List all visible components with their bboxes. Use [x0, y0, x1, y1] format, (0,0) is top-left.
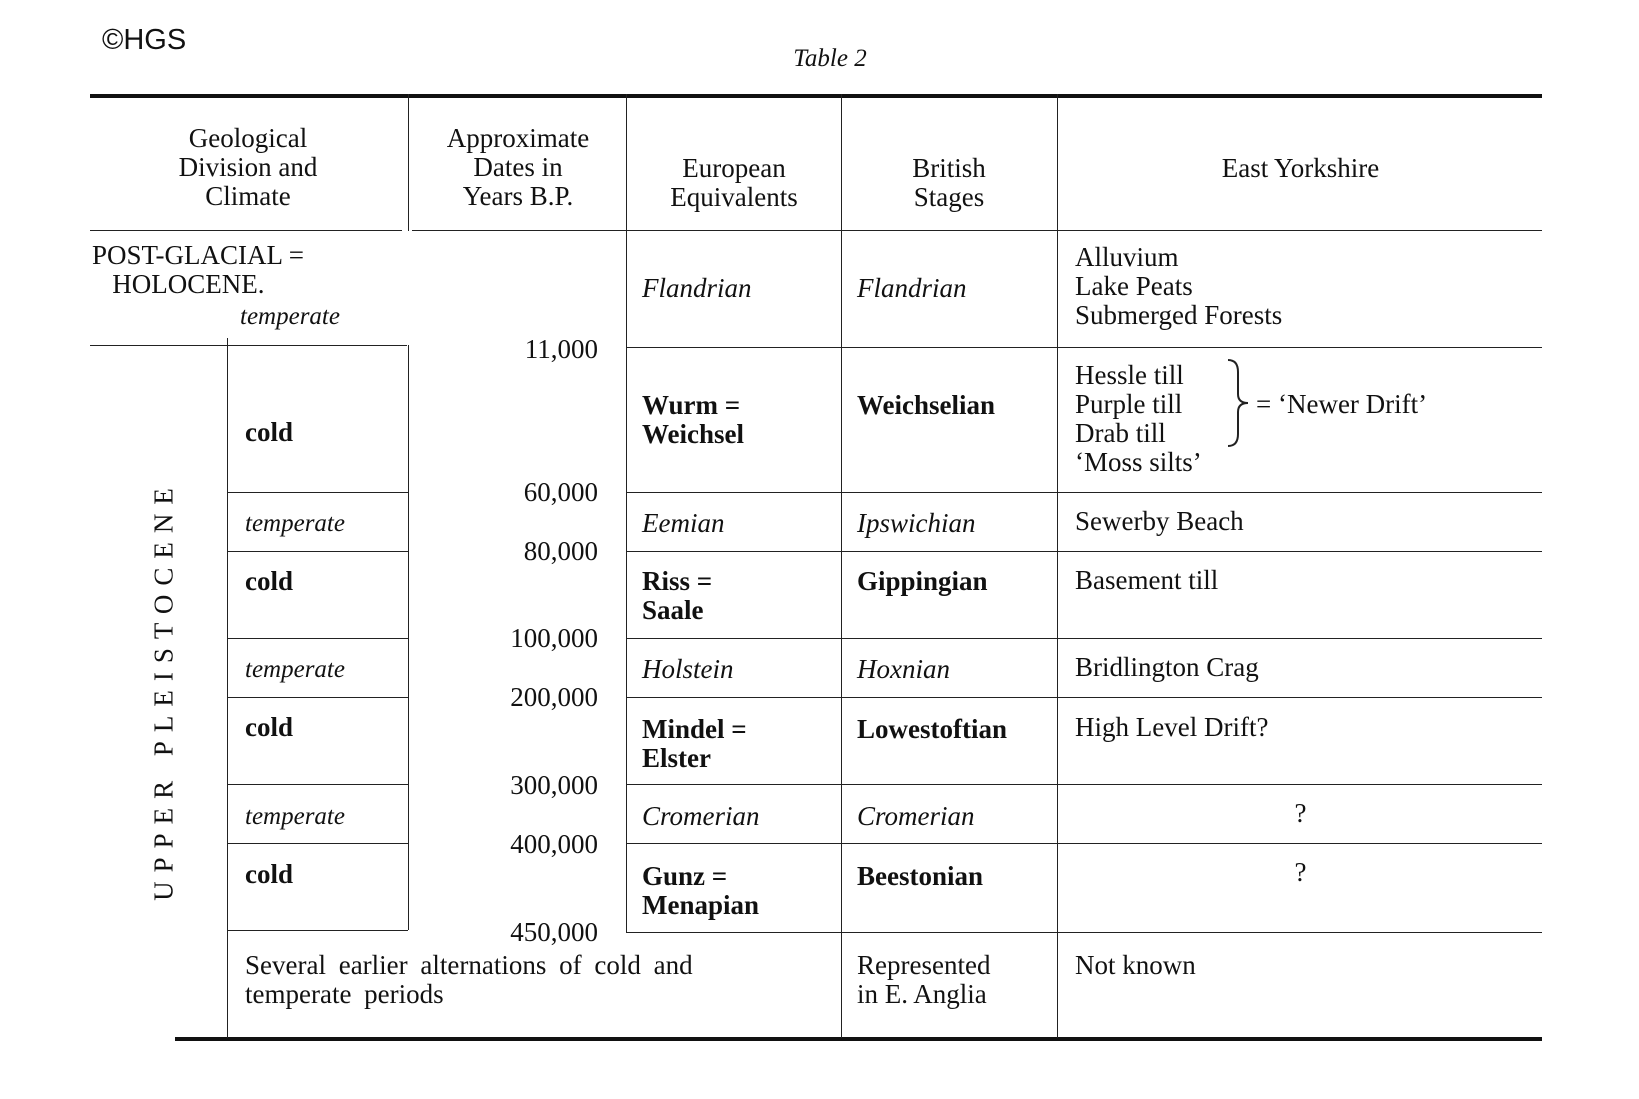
- header-geological: Geological Division and Climate: [178, 123, 318, 211]
- east-yorkshire-cell: Basement till: [1075, 565, 1219, 595]
- date-label: 450,000: [510, 917, 598, 947]
- row-rule-c2: [626, 638, 1542, 639]
- col-rule-4: [1057, 94, 1058, 1038]
- bottom-rule: [175, 1037, 1542, 1041]
- date-label: 400,000: [510, 829, 598, 859]
- european-cell: Riss = Saale: [642, 566, 713, 625]
- date-label: 60,000: [523, 477, 598, 507]
- east-yorkshire-cell: Bridlington Crag: [1075, 652, 1259, 682]
- col-rule-1: [408, 345, 409, 930]
- col-rule-1-head: [408, 94, 409, 231]
- climate-cell: cold: [245, 417, 294, 447]
- row-rule-a1: [228, 492, 408, 493]
- earlier-british: Represented in E. Anglia: [857, 950, 991, 1009]
- holocene-rule-1: [90, 345, 407, 346]
- british-cell: Beestonian: [857, 861, 984, 891]
- post-glacial-climate: temperate: [240, 303, 340, 330]
- climate-cell: cold: [245, 712, 294, 742]
- climate-cell: cold: [245, 566, 294, 596]
- row-rule-c1: [228, 638, 408, 639]
- european-cell: Eemian: [642, 508, 725, 538]
- british-cell: Weichselian: [857, 390, 996, 420]
- european-cell: Mindel = Elster: [642, 714, 747, 773]
- east-yorkshire-cell: ?: [1294, 798, 1307, 828]
- post-glacial-east-yorkshire: Alluvium Lake Peats Submerged Forests: [1075, 242, 1283, 330]
- top-rule: [90, 94, 1542, 98]
- british-cell: Lowestoftian: [857, 714, 1007, 744]
- european-cell: Cromerian: [642, 801, 760, 831]
- british-cell: Hoxnian: [857, 654, 950, 684]
- holocene-rule-2: [626, 347, 1542, 348]
- european-cell: Holstein: [642, 654, 734, 684]
- header-rule-2: [412, 230, 1542, 231]
- row-rule-d1: [228, 697, 408, 698]
- header-rule-1: [90, 230, 402, 231]
- row-rule-g2: [626, 932, 1542, 933]
- row-rule-b1: [228, 551, 408, 552]
- header-european: European Equivalents: [670, 153, 798, 212]
- upper-pleistocene-label: UPPER PLEISTOCENE: [148, 479, 179, 901]
- header-east-yorkshire: East Yorkshire: [1221, 153, 1380, 183]
- row-rule-d2: [626, 697, 1542, 698]
- climate-cell: temperate: [245, 803, 345, 830]
- british-cell: Cromerian: [857, 801, 975, 831]
- row-rule-g1: [228, 930, 408, 931]
- date-label: 300,000: [510, 770, 598, 800]
- east-yorkshire-cell: ?: [1294, 857, 1307, 887]
- header-dates: Approximate Dates in Years B.P.: [446, 123, 590, 211]
- climate-cell: cold: [245, 859, 294, 889]
- row-rule-e1: [228, 784, 408, 785]
- post-glacial-european: Flandrian: [642, 273, 752, 303]
- row-rule-f2: [626, 843, 1542, 844]
- date-label: 200,000: [510, 682, 598, 712]
- british-cell: Ipswichian: [857, 508, 976, 538]
- copyright-label: ©HGS: [102, 24, 187, 56]
- european-cell: Gunz = Menapian: [642, 861, 760, 920]
- post-glacial-british: Flandrian: [857, 273, 967, 303]
- east-yorkshire-cell: High Level Drift?: [1075, 712, 1269, 742]
- newer-drift-note: = ‘Newer Drift’: [1256, 389, 1428, 419]
- row-rule-f1: [228, 843, 408, 844]
- earlier-description: Several earlier alternations of cold and temperate periods: [245, 950, 693, 1009]
- right-brace-icon: [1226, 358, 1254, 448]
- climate-cell: temperate: [245, 510, 345, 537]
- row-rule-a2: [626, 492, 1542, 493]
- date-label: 11,000: [524, 334, 598, 364]
- post-glacial-division: POST-GLACIAL = HOLOCENE.: [92, 240, 304, 299]
- row-rule-b2: [626, 551, 1542, 552]
- row-rule-e2: [626, 784, 1542, 785]
- climate-cell: temperate: [245, 656, 345, 683]
- date-label: 100,000: [510, 623, 598, 653]
- european-cell: Wurm = Weichsel: [642, 390, 744, 449]
- col-rule-2: [626, 94, 627, 932]
- east-yorkshire-cell: Sewerby Beach: [1075, 506, 1244, 536]
- table-caption: Table 2: [793, 45, 867, 72]
- date-label: 80,000: [523, 536, 598, 566]
- col-rule-3: [841, 94, 842, 1038]
- earlier-east-yorkshire: Not known: [1075, 950, 1196, 980]
- pleistocene-rule: [227, 338, 228, 1038]
- british-cell: Gippingian: [857, 566, 988, 596]
- east-yorkshire-cell: Hessle till Purple till Drab till ‘Moss silts’: [1075, 360, 1202, 477]
- header-british: British Stages: [912, 153, 986, 212]
